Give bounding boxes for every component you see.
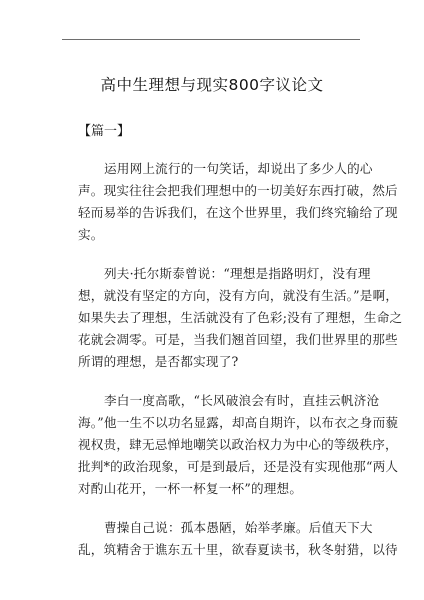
text-line: 实。 xyxy=(78,227,104,242)
text-line: 想，就没有坚定的方向，没有方向，就没有生活。”是啊， xyxy=(78,288,399,303)
text-line: 曹操自己说：孤本愚陋，始举孝廉。后值天下大 xyxy=(104,520,373,535)
text-line: 花就会凋零。可是，当我们翘首回望，我们世界里的那些 xyxy=(78,332,398,347)
paragraph-1 xyxy=(78,158,398,246)
paragraph-4 xyxy=(78,517,398,561)
text-line: 对酌山花开，一杯一杯复一杯”的理想。 xyxy=(78,481,303,496)
text-line: 运用网上流行的一句笑话，却说出了多少人的心 xyxy=(104,161,373,176)
text-line: 视权贵，肆无忌惮地嘲笑以政治权力为中心的等级秩序， xyxy=(78,437,398,452)
text-line: 声。现实往往会把我们理想中的一切美好东西打破，然后 xyxy=(78,183,398,198)
text-line: 批判*的政治现象，可是到最后，还是没有实现他那“两人 xyxy=(78,459,399,474)
header-rule xyxy=(62,39,360,40)
paragraph-3 xyxy=(78,390,399,500)
essay-body xyxy=(78,158,403,578)
text-line: 乱，筑精舍于谯东五十里，欲春夏读书，秋冬射猎，以待 xyxy=(78,542,398,557)
text-line: 如果失去了理想，生活就没有了色彩;没有了理想，生命之 xyxy=(78,310,403,325)
text-line: 轻而易举的告诉我们，在这个世界里，我们终究输给了现 xyxy=(78,205,398,220)
text-line: 所谓的理想，是否都实现了? xyxy=(78,354,239,369)
section-label: 【篇一】 xyxy=(78,124,131,139)
text-line: 列夫·托尔斯泰曾说：“理想是指路明灯，没有理 xyxy=(104,266,371,281)
text-line: 李白一度高歌，“长风破浪会有时，直挂云帆济沧 xyxy=(104,393,380,408)
paragraph-2 xyxy=(78,263,403,373)
document-title: 高中生理想与现实800字议论文 xyxy=(100,76,324,94)
text-line: 海。”他一生不以功名显露，却高自期许，以布衣之身而藐 xyxy=(78,415,399,430)
